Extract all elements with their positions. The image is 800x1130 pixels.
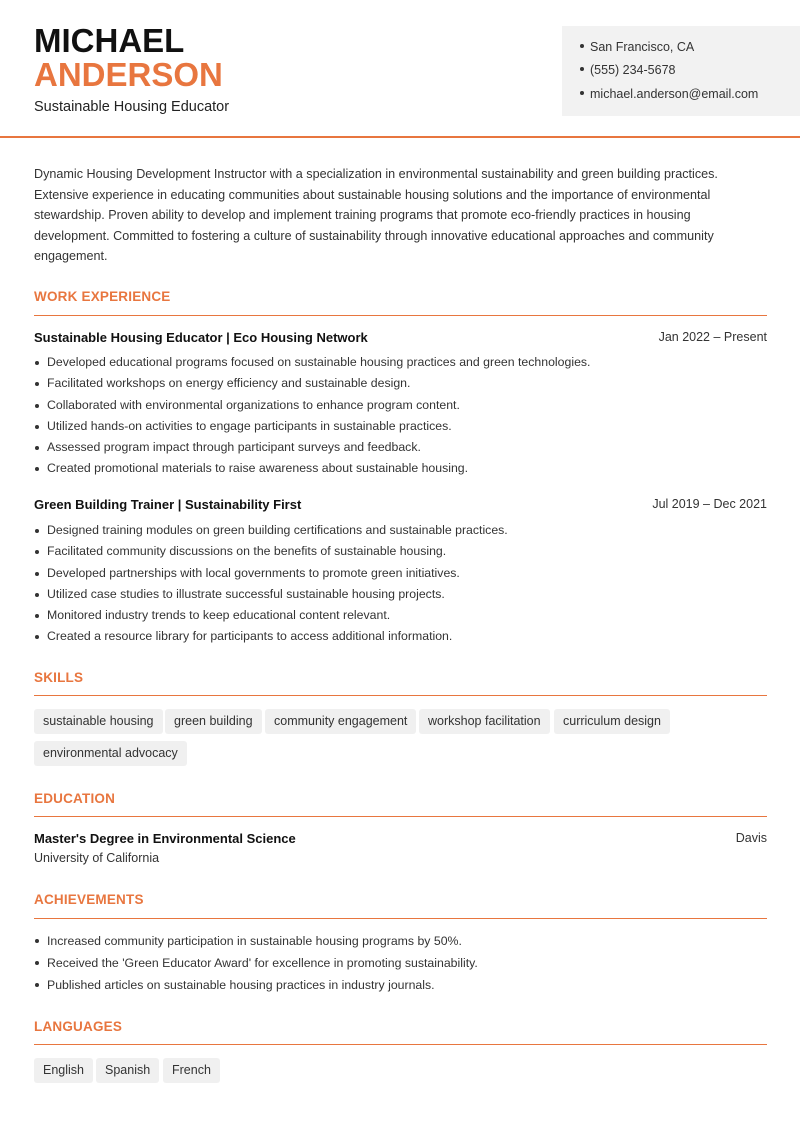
list-item: Facilitated workshops on energy efficiency and sustainable design. (34, 373, 767, 394)
section-title-achievements: ACHIEVEMENTS (34, 892, 144, 907)
education-school: University of California (34, 851, 160, 865)
list-item: Developed educational programs focused on sustainable housing practices and green technologies. (34, 352, 767, 373)
list-item: Published articles on sustainable housing practices in industry journals. (34, 974, 767, 996)
summary-paragraph: Dynamic Housing Development Instructor with a specialization in environmental sustainability and green building practices. Extensive experience in educating communities about sustainable housing solutions and the importance of environmental stewardship. Proven ability to develop and implement training programs that promote eco-friendly practices in housing development. Committed to fostering a culture of sustainability through innovative educational approaches and community engagement. (34, 167, 718, 263)
skill-chip: curriculum design (554, 709, 670, 734)
list-item: Designed training modules on green building certifications and sustainable practices. (34, 520, 767, 541)
skill-chip: green building (165, 709, 262, 734)
job-header (34, 497, 767, 512)
list-item: Monitored industry trends to keep educational content relevant. (34, 605, 767, 626)
list-item: Utilized hands-on activities to engage participants in sustainable practices. (34, 416, 767, 437)
education-degree: Master's Degree in Environmental Science (34, 831, 296, 846)
list-item: Collaborated with environmental organizations to enhance program content. (34, 395, 767, 416)
section-divider (34, 695, 767, 696)
language-chip: Spanish (96, 1058, 159, 1083)
section-divider (34, 816, 767, 817)
section-title-education: EDUCATION (34, 791, 116, 806)
section-divider (34, 1044, 767, 1045)
achievements-list (34, 930, 767, 996)
job-date: Jul 2019 – Dec 2021 (652, 497, 767, 511)
section-title-skills: SKILLS (34, 670, 84, 685)
list-item: Received the 'Green Educator Award' for excellence in promoting sustainability. (34, 952, 767, 974)
job-bullets (34, 520, 767, 648)
list-item: Developed partnerships with local governments to promote green initiatives. (34, 563, 767, 584)
job-header (34, 330, 767, 345)
skill-chip: community engagement (265, 709, 416, 734)
language-chip: French (163, 1058, 220, 1083)
list-item: Assessed program impact through participant surveys and feedback. (34, 437, 767, 458)
job-role: Sustainable Housing Educator | Eco Housing Network (34, 330, 368, 345)
list-item: Created promotional materials to raise awareness about sustainable housing. (34, 458, 767, 479)
job-bullets (34, 352, 767, 480)
skill-chip: workshop facilitation (419, 709, 550, 734)
list-item: Utilized case studies to illustrate successful sustainable housing projects. (34, 584, 767, 605)
section-divider (34, 918, 767, 919)
job-title: Sustainable Housing Educator (34, 99, 230, 115)
resume-header (0, 0, 800, 138)
section-divider (34, 315, 767, 316)
contact-box (562, 26, 800, 116)
first-name: MICHAEL (34, 22, 185, 59)
list-item: Facilitated community discussions on the benefits of sustainable housing. (34, 541, 767, 562)
skill-chip: sustainable housing (34, 709, 163, 734)
skill-chip: environmental advocacy (34, 741, 187, 766)
section-title-languages: LANGUAGES (34, 1019, 123, 1034)
education-location: Davis (735, 831, 767, 845)
list-item: Increased community participation in sustainable housing programs by 50%. (34, 930, 767, 952)
contact-location: San Francisco, CA (580, 40, 694, 54)
list-item: Created a resource library for participants to access additional information. (34, 626, 767, 647)
contact-email[interactable]: michael.anderson@email.com (580, 87, 758, 101)
contact-phone: (555) 234-5678 (580, 63, 675, 77)
section-title-work: WORK EXPERIENCE (34, 289, 171, 304)
language-chip: English (34, 1058, 93, 1083)
job-role: Green Building Trainer | Sustainability First (34, 497, 302, 512)
job-date: Jan 2022 – Present (658, 330, 767, 344)
last-name: ANDERSON (34, 56, 223, 93)
